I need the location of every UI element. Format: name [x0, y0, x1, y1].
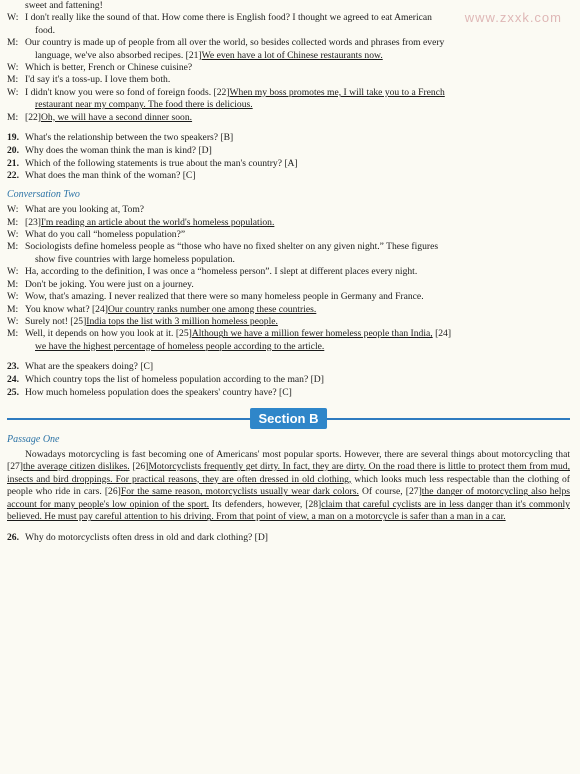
dialogue-line — [7, 279, 570, 291]
speaker-label: M: — [7, 241, 19, 253]
key-sentence: the average citizen dislikes. — [22, 461, 130, 473]
question-number: 22. — [7, 170, 19, 182]
dialogue-text — [25, 99, 570, 111]
question-text: What are the speakers doing? [C] — [25, 361, 154, 373]
plain-text: Well, it depends on how you look at it. [25] — [25, 328, 192, 340]
passage-one-title: Passage One — [7, 433, 60, 445]
question-item — [7, 132, 570, 145]
dialogue-text — [25, 25, 570, 37]
passage-one-text — [7, 449, 570, 525]
plain-text: Don't be joking. You were just on a journey. — [25, 278, 194, 290]
speaker-label — [7, 254, 25, 266]
key-sentence: restaurant near my company. The food there is delicious. — [35, 99, 253, 111]
dialogue-text — [25, 304, 570, 316]
question-item — [7, 170, 570, 183]
section-b-header — [7, 408, 570, 430]
plain-text: Of course, [27] — [358, 486, 422, 498]
watermark-text: www.zxxk.com — [464, 10, 562, 25]
dialogue-text — [25, 62, 570, 74]
dialogue-text — [25, 254, 570, 266]
plain-text: [22] — [25, 111, 41, 123]
dialogue-text — [25, 50, 570, 62]
question-number: 19. — [7, 132, 19, 144]
question-text: Why does the woman think the man is kind? [D] — [25, 144, 212, 156]
plain-text: [23] — [25, 216, 41, 228]
dialogue-line — [7, 316, 570, 328]
dialogue-line — [7, 241, 570, 253]
speaker-label: M: — [7, 74, 19, 86]
speaker-label: W: — [7, 204, 19, 216]
speaker-label: W: — [7, 266, 19, 278]
question-text: How much homeless population does the speakers' country have? [C] — [25, 386, 292, 398]
questions-23-25 — [7, 361, 570, 399]
speaker-label: M: — [7, 278, 19, 290]
section-b-badge: Section B — [250, 408, 328, 429]
plain-text: Our country is made up of people from all over the world, so besides collected words and phrases from every — [25, 37, 445, 49]
dialogue-line — [7, 112, 570, 124]
question-item — [7, 145, 570, 158]
plain-text: What do you call “homeless population?” — [25, 229, 186, 241]
speaker-label — [7, 0, 25, 12]
plain-text: Wow, that's amazing. I never realized that there were so many homeless people in Germany and France. — [25, 291, 424, 303]
dialogue-line — [7, 62, 570, 74]
dialogue-text — [25, 112, 570, 124]
key-sentence: the danger of motorcycling also helps account for many people's low opinion of the sport. — [7, 486, 570, 510]
dialogue-line — [7, 341, 570, 353]
key-sentence: Although we have a million fewer homeless people than India, — [191, 328, 433, 340]
conversation-two-title: Conversation Two — [7, 189, 80, 201]
dialogue-text — [25, 316, 570, 328]
dialogue-text — [25, 217, 570, 229]
question-number: 24. — [7, 373, 19, 385]
question-text: Why do motorcyclists often dress in old and dark clothing? [D] — [25, 532, 268, 544]
dialogue-line — [7, 254, 570, 266]
plain-text: Ha, according to the definition, I was once a “homeless person”. I slept at different places every night. — [25, 266, 418, 278]
key-sentence: We even have a lot of Chinese restaurants now. — [201, 49, 383, 61]
key-sentence: I'm reading an article about the world's homeless population. — [40, 216, 275, 228]
dialogue-line — [7, 204, 570, 216]
speaker-label: M: — [7, 216, 19, 228]
speaker-label: W: — [7, 86, 19, 98]
question-number: 23. — [7, 361, 19, 373]
dialogue-line — [7, 50, 570, 62]
key-sentence: India tops the list with 3 million homeless people. — [86, 315, 278, 327]
dialogue-line — [7, 266, 570, 278]
dialogue-text — [25, 341, 570, 353]
question-item — [7, 374, 570, 387]
question-item — [7, 361, 570, 374]
plain-text: [26] — [129, 461, 149, 473]
dialogue-line — [7, 328, 570, 340]
speaker-label — [7, 99, 25, 111]
speaker-label: M: — [7, 303, 19, 315]
plain-text: [24] — [432, 328, 452, 340]
dialogue-text — [25, 37, 570, 49]
plain-text: Sociologists define homeless people as “those who have no fixed shelter on any given night.” These figures — [25, 241, 439, 253]
dialogue-line — [7, 304, 570, 316]
dialogue-line — [7, 87, 570, 99]
question-text: What's the relationship between the two speakers? [B] — [25, 132, 234, 144]
question-number: 26. — [7, 532, 19, 544]
key-sentence: For the same reason, motorcyclists usually wear dark colors. — [120, 486, 359, 498]
plain-text: I don't really like the sound of that. How come there is English food? I thought we agreed to eat American — [25, 12, 432, 24]
dialogue-text — [25, 74, 570, 86]
key-sentence: Motorcyclists frequently get dirty. In fact, they are dirty. On the road there is little to protect them from mud, insects and bird droppings. For practical reasons, they are often dressed in old clothing, — [7, 461, 570, 485]
speaker-label: W: — [7, 12, 19, 24]
speaker-label: W: — [7, 315, 19, 327]
dialogue-line — [7, 74, 570, 86]
plain-text: Nowadays motorcycling is fast becoming one of Americans' most popular sports. However, there are several things about motorcycling that [27] — [7, 448, 570, 473]
question-26 — [7, 532, 570, 545]
plain-text: I'd say it's a toss-up. I love them both. — [25, 74, 171, 86]
key-sentence: When my boss promotes me, I will take you to a French — [229, 86, 445, 98]
plain-text: food. — [35, 24, 55, 36]
dialogue-line — [7, 217, 570, 229]
key-sentence: we have the highest percentage of homeless people according to the article. — [35, 340, 325, 352]
speaker-label: W: — [7, 62, 19, 74]
question-text: Which country tops the list of homeless population according to the man? [D] — [25, 373, 324, 385]
speaker-label: W: — [7, 229, 19, 241]
key-sentence: Oh, we will have a second dinner soon. — [40, 111, 193, 123]
plain-text: I didn't know you were so fond of foreign foods. [22] — [25, 86, 230, 98]
plain-text: sweet and fattening! — [25, 0, 103, 11]
dialogue-text — [25, 266, 570, 278]
plain-text: which looks much less respectable than the clothing of people who ride in cars. [26] — [7, 473, 571, 498]
plain-text: You know what? [24] — [25, 303, 108, 315]
dialogue-line — [7, 37, 570, 49]
questions-19-22 — [7, 132, 570, 183]
dialogue-line — [7, 229, 570, 241]
key-sentence: Our country ranks number one among these countries. — [107, 303, 317, 315]
dialogue-text — [25, 229, 570, 241]
dialogue-text — [25, 204, 570, 216]
key-sentence: claim that careful cyclists are in less danger than it's commonly believed. He must pay careful attention to his driving. From that point of view, a man on a motorcycle is safer than a man in a car. — [7, 498, 570, 523]
speaker-label — [7, 341, 25, 353]
dialogue-text — [25, 291, 570, 303]
speaker-label: M: — [7, 111, 19, 123]
dialogue-line — [7, 291, 570, 303]
question-text: What does the man think of the woman? [C] — [25, 170, 196, 182]
speaker-label — [7, 50, 25, 62]
dialogue-line — [7, 99, 570, 111]
plain-text: What are you looking at, Tom? — [25, 204, 145, 216]
plain-text: Its defenders, however, [28] — [209, 498, 322, 510]
speaker-label — [7, 25, 25, 37]
question-number: 25. — [7, 386, 19, 398]
question-text: Which of the following statements is true about the man's country? [A] — [25, 157, 298, 169]
dialogue-text — [25, 241, 570, 253]
question-number: 20. — [7, 144, 19, 156]
dialogue-conversation-two — [7, 204, 570, 353]
question-item — [7, 387, 570, 400]
question-number: 21. — [7, 157, 19, 169]
speaker-label: W: — [7, 291, 19, 303]
dialogue-text — [25, 87, 570, 99]
dialogue-line — [7, 25, 570, 37]
plain-text: Surely not! [25] — [25, 315, 87, 327]
question-item — [7, 158, 570, 171]
dialogue-text — [25, 279, 570, 291]
speaker-label: M: — [7, 328, 19, 340]
plain-text: show five countries with large homeless population. — [35, 253, 235, 265]
speaker-label: M: — [7, 37, 19, 49]
plain-text: language, we've also absorbed recipes. [21] — [35, 49, 202, 61]
plain-text: Which is better, French or Chinese cuisine? — [25, 62, 193, 74]
dialogue-text — [25, 328, 570, 340]
